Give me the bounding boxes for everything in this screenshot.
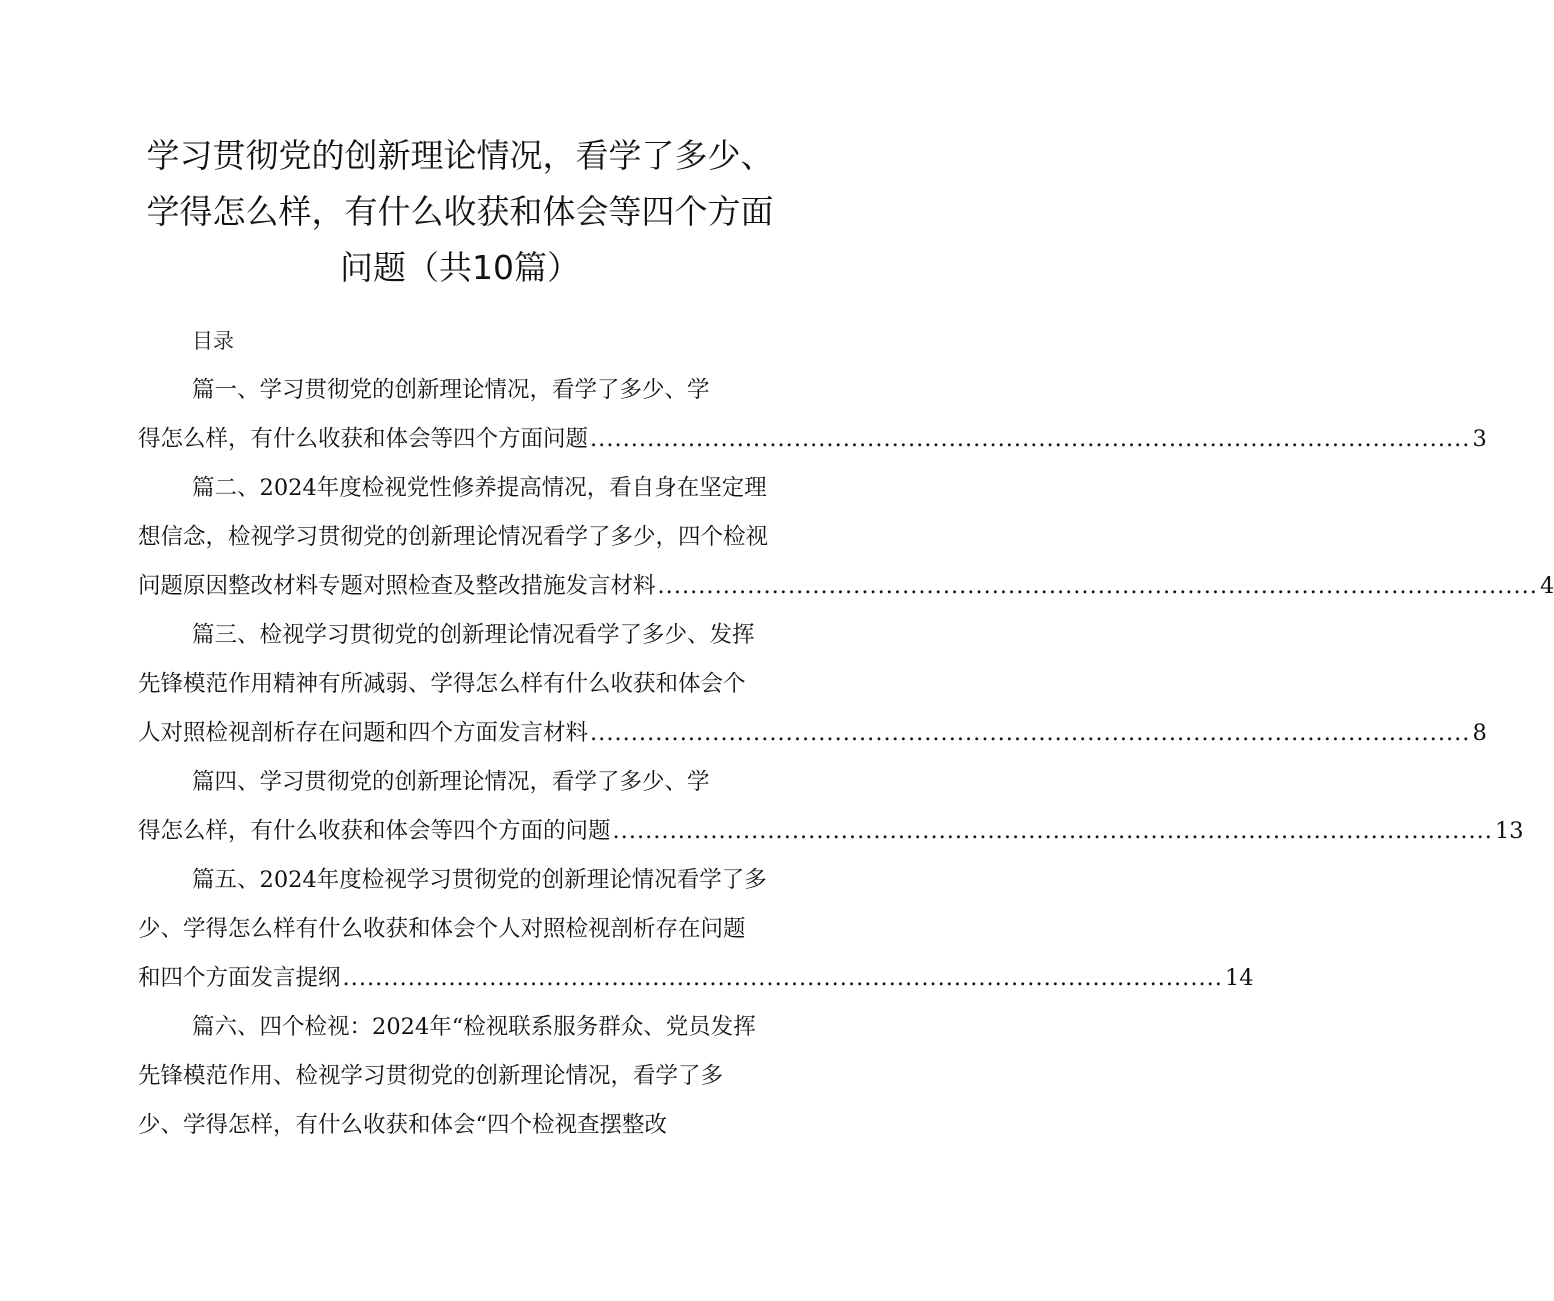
- toc-page-number: 3: [1472, 426, 1487, 452]
- toc-page-number: 8: [1472, 720, 1487, 746]
- toc-entry-line: 篇六、四个检视：2024年“检视联系服务群众、党员发挥: [192, 1014, 756, 1040]
- toc-entry-line: 少、学得怎么样有什么收获和体会个人对照检视剖析存在问题: [138, 916, 746, 942]
- toc-entry-line: 和四个方面发言提纲: [138, 965, 341, 991]
- toc-entry-line: 少、学得怎样，有什么收获和体会“四个检视查摆整改: [138, 1112, 668, 1138]
- toc-entry-line: 人对照检视剖析存在问题和四个方面发言材料: [138, 720, 589, 746]
- dot-leader: ............................................................................................................: [590, 426, 1471, 452]
- toc-entry-line: 篇三、检视学习贯彻党的创新理论情况看学了多少、发挥: [192, 622, 755, 648]
- toc-entry-line: 得怎么样，有什么收获和体会等四个方面问题: [138, 426, 589, 452]
- toc-entry-last-line: [138, 807, 1524, 856]
- table-of-contents: [138, 366, 1554, 1150]
- toc-entry-line: 得怎么样，有什么收获和体会等四个方面的问题: [138, 818, 611, 844]
- toc-entry-line: 问题原因整改材料专题对照检查及整改措施发言材料: [138, 573, 656, 599]
- dot-leader: ............................................................................................................: [590, 720, 1471, 746]
- title-line: 学习贯彻党的创新理论情况，看学了多少、: [146, 136, 774, 175]
- toc-entry[interactable]: [138, 1003, 786, 1150]
- dot-leader: ............................................................................................................: [657, 573, 1538, 599]
- toc-entry-line: 篇一、学习贯彻党的创新理论情况，看学了多少、学: [192, 377, 710, 403]
- toc-entry-line: 篇二、2024年度检视党性修养提高情况，看自身在坚定理: [192, 475, 767, 501]
- toc-entry-last-line: [138, 954, 1254, 1003]
- toc-entry[interactable]: [138, 366, 1487, 464]
- toc-entry[interactable]: [138, 611, 1487, 758]
- toc-entry[interactable]: [138, 758, 1524, 856]
- toc-entry-line: 篇四、学习贯彻党的创新理论情况，看学了多少、学: [192, 769, 710, 795]
- toc-page-number: 13: [1494, 818, 1524, 844]
- title-line: 问题（共10篇）: [340, 248, 580, 287]
- toc-page-number: 4: [1539, 573, 1554, 599]
- toc-page-number: 14: [1224, 965, 1254, 991]
- toc-entry-line: 篇五、2024年度检视学习贯彻党的创新理论情况看学了多: [192, 867, 767, 893]
- toc-entry-line: 想信念，检视学习贯彻党的创新理论情况看学了多少，四个检视: [138, 524, 769, 550]
- dot-leader: ............................................................................................................: [612, 818, 1493, 844]
- toc-entry-last-line: [138, 562, 1554, 611]
- toc-entry-line: 先锋模范作用、检视学习贯彻党的创新理论情况，看学了多: [138, 1063, 724, 1089]
- toc-entry-last-line: [138, 709, 1487, 758]
- toc-entry-line: 先锋模范作用精神有所减弱、学得怎么样有什么收获和体会个: [138, 671, 746, 697]
- document-title: [100, 128, 820, 296]
- toc-entry-last-line: [138, 415, 1487, 464]
- title-line: 学得怎么样，有什么收获和体会等四个方面: [146, 192, 774, 231]
- toc-entry[interactable]: [138, 856, 1254, 1003]
- toc-heading: 目录: [192, 329, 234, 353]
- toc-entry[interactable]: [138, 464, 1554, 611]
- dot-leader: ............................................................................................................: [342, 965, 1223, 991]
